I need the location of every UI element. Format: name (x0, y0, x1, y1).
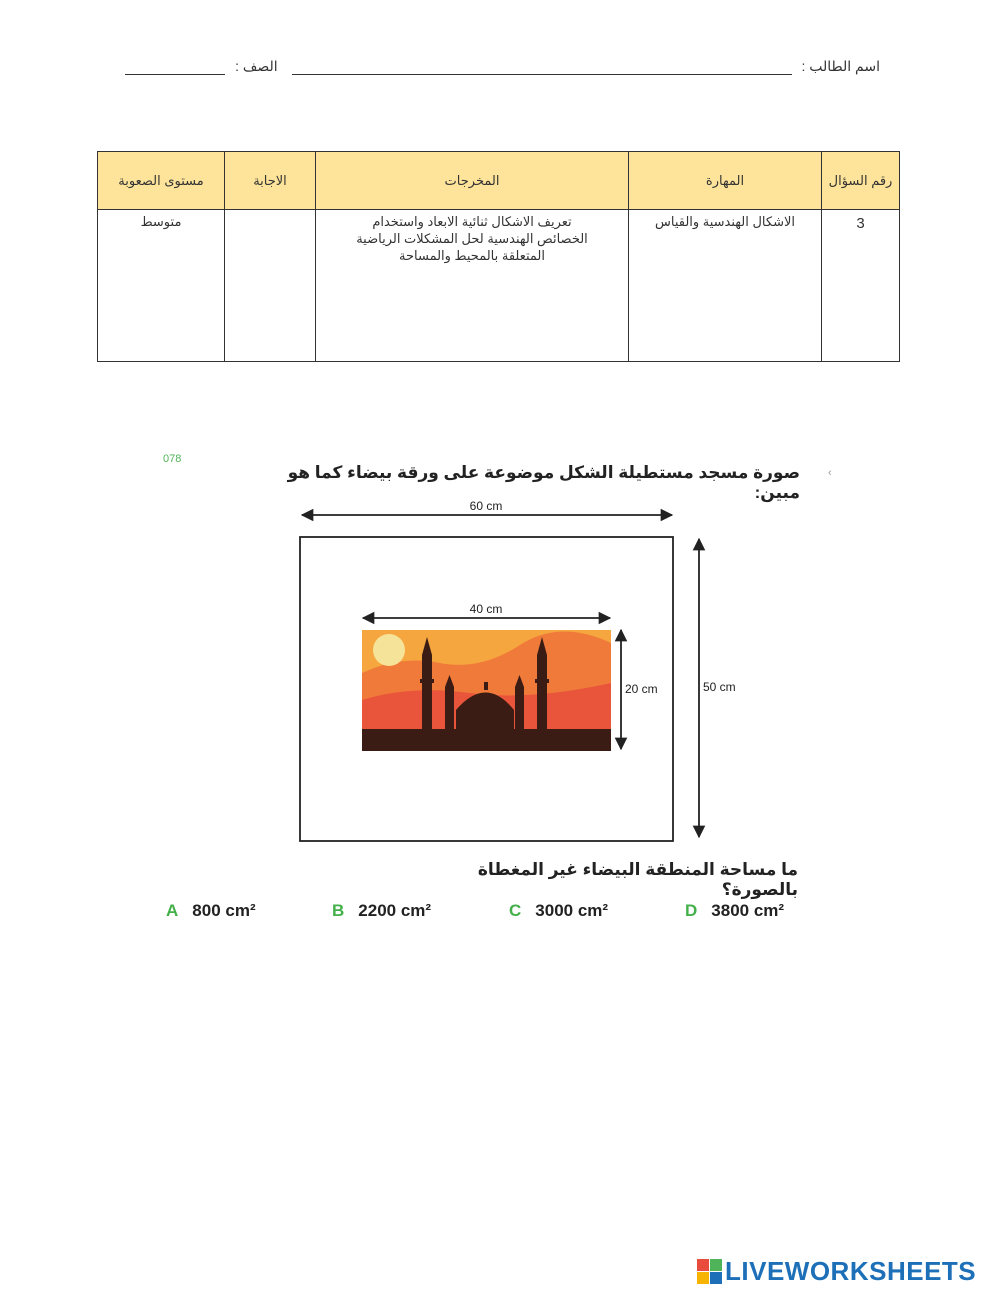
logo-cube (697, 1259, 709, 1271)
class-label: الصف : (235, 58, 278, 74)
header-difficulty: مستوى الصعوبة (98, 152, 225, 210)
logo-cubes-icon (697, 1259, 722, 1284)
choice-c[interactable] (509, 901, 608, 921)
cell-skill: الاشكال الهندسية والقياس (629, 210, 822, 362)
choice-value: 800 cm² (192, 901, 256, 920)
question-spec-table (97, 151, 900, 362)
liveworksheets-logo[interactable] (697, 1256, 976, 1286)
choice-value: 3000 cm² (535, 901, 609, 920)
logo-cube (710, 1259, 722, 1271)
paper-width-label: 60 cm (469, 499, 503, 513)
logo-cube (710, 1272, 722, 1284)
picture-height-label: 20 cm (625, 682, 658, 696)
header-answer: الاجابة (225, 152, 316, 210)
choice-letter: D (685, 901, 698, 920)
mosque-picture-diagram (290, 495, 736, 850)
student-name-blank[interactable] (292, 60, 792, 75)
bullet-marker: ‹ (828, 467, 832, 479)
logo-cube (697, 1272, 709, 1284)
choice-d[interactable] (685, 901, 784, 921)
choice-a[interactable] (166, 901, 256, 921)
sun-icon (373, 634, 405, 666)
header-outcomes: المخرجات (316, 152, 629, 210)
header-question-number: رقم السؤال (822, 152, 900, 210)
area-question: ما مساحة المنطقة البيضاء غير المغطاة بالصورة؟ (477, 860, 798, 899)
table-row (98, 210, 900, 362)
choice-value: 2200 cm² (358, 901, 432, 920)
choice-b[interactable] (332, 901, 431, 921)
choice-letter: A (166, 901, 179, 920)
logo-text: LIVEWORKSHEETS (725, 1255, 977, 1286)
mosque-image (362, 630, 611, 751)
student-name-label: اسم الطالب : (801, 58, 880, 74)
class-blank[interactable] (125, 60, 225, 75)
student-info-line (140, 58, 880, 82)
cell-difficulty: متوسط (98, 210, 225, 362)
paper-height-label: 50 cm (703, 680, 736, 694)
cell-question-number: 3 (822, 210, 900, 362)
choice-letter: C (509, 901, 522, 920)
cell-outcomes: تعريف الاشكال ثنائية الابعاد واستخدام الخصائص الهندسية لحل المشكلات الرياضية المتعلقة بالمحيط والمساحة (316, 210, 629, 362)
choice-letter: B (332, 901, 345, 920)
problem-number: 078 (163, 453, 182, 465)
choice-value: 3800 cm² (711, 901, 785, 920)
header-skill: المهارة (629, 152, 822, 210)
problem-statement: صورة مسجد مستطيلة الشكل موضوعة على ورقة بيضاء كما هو مبين: (287, 463, 800, 502)
cell-answer[interactable] (225, 210, 316, 362)
table-header-row (98, 152, 900, 210)
picture-width-label: 40 cm (469, 602, 503, 616)
